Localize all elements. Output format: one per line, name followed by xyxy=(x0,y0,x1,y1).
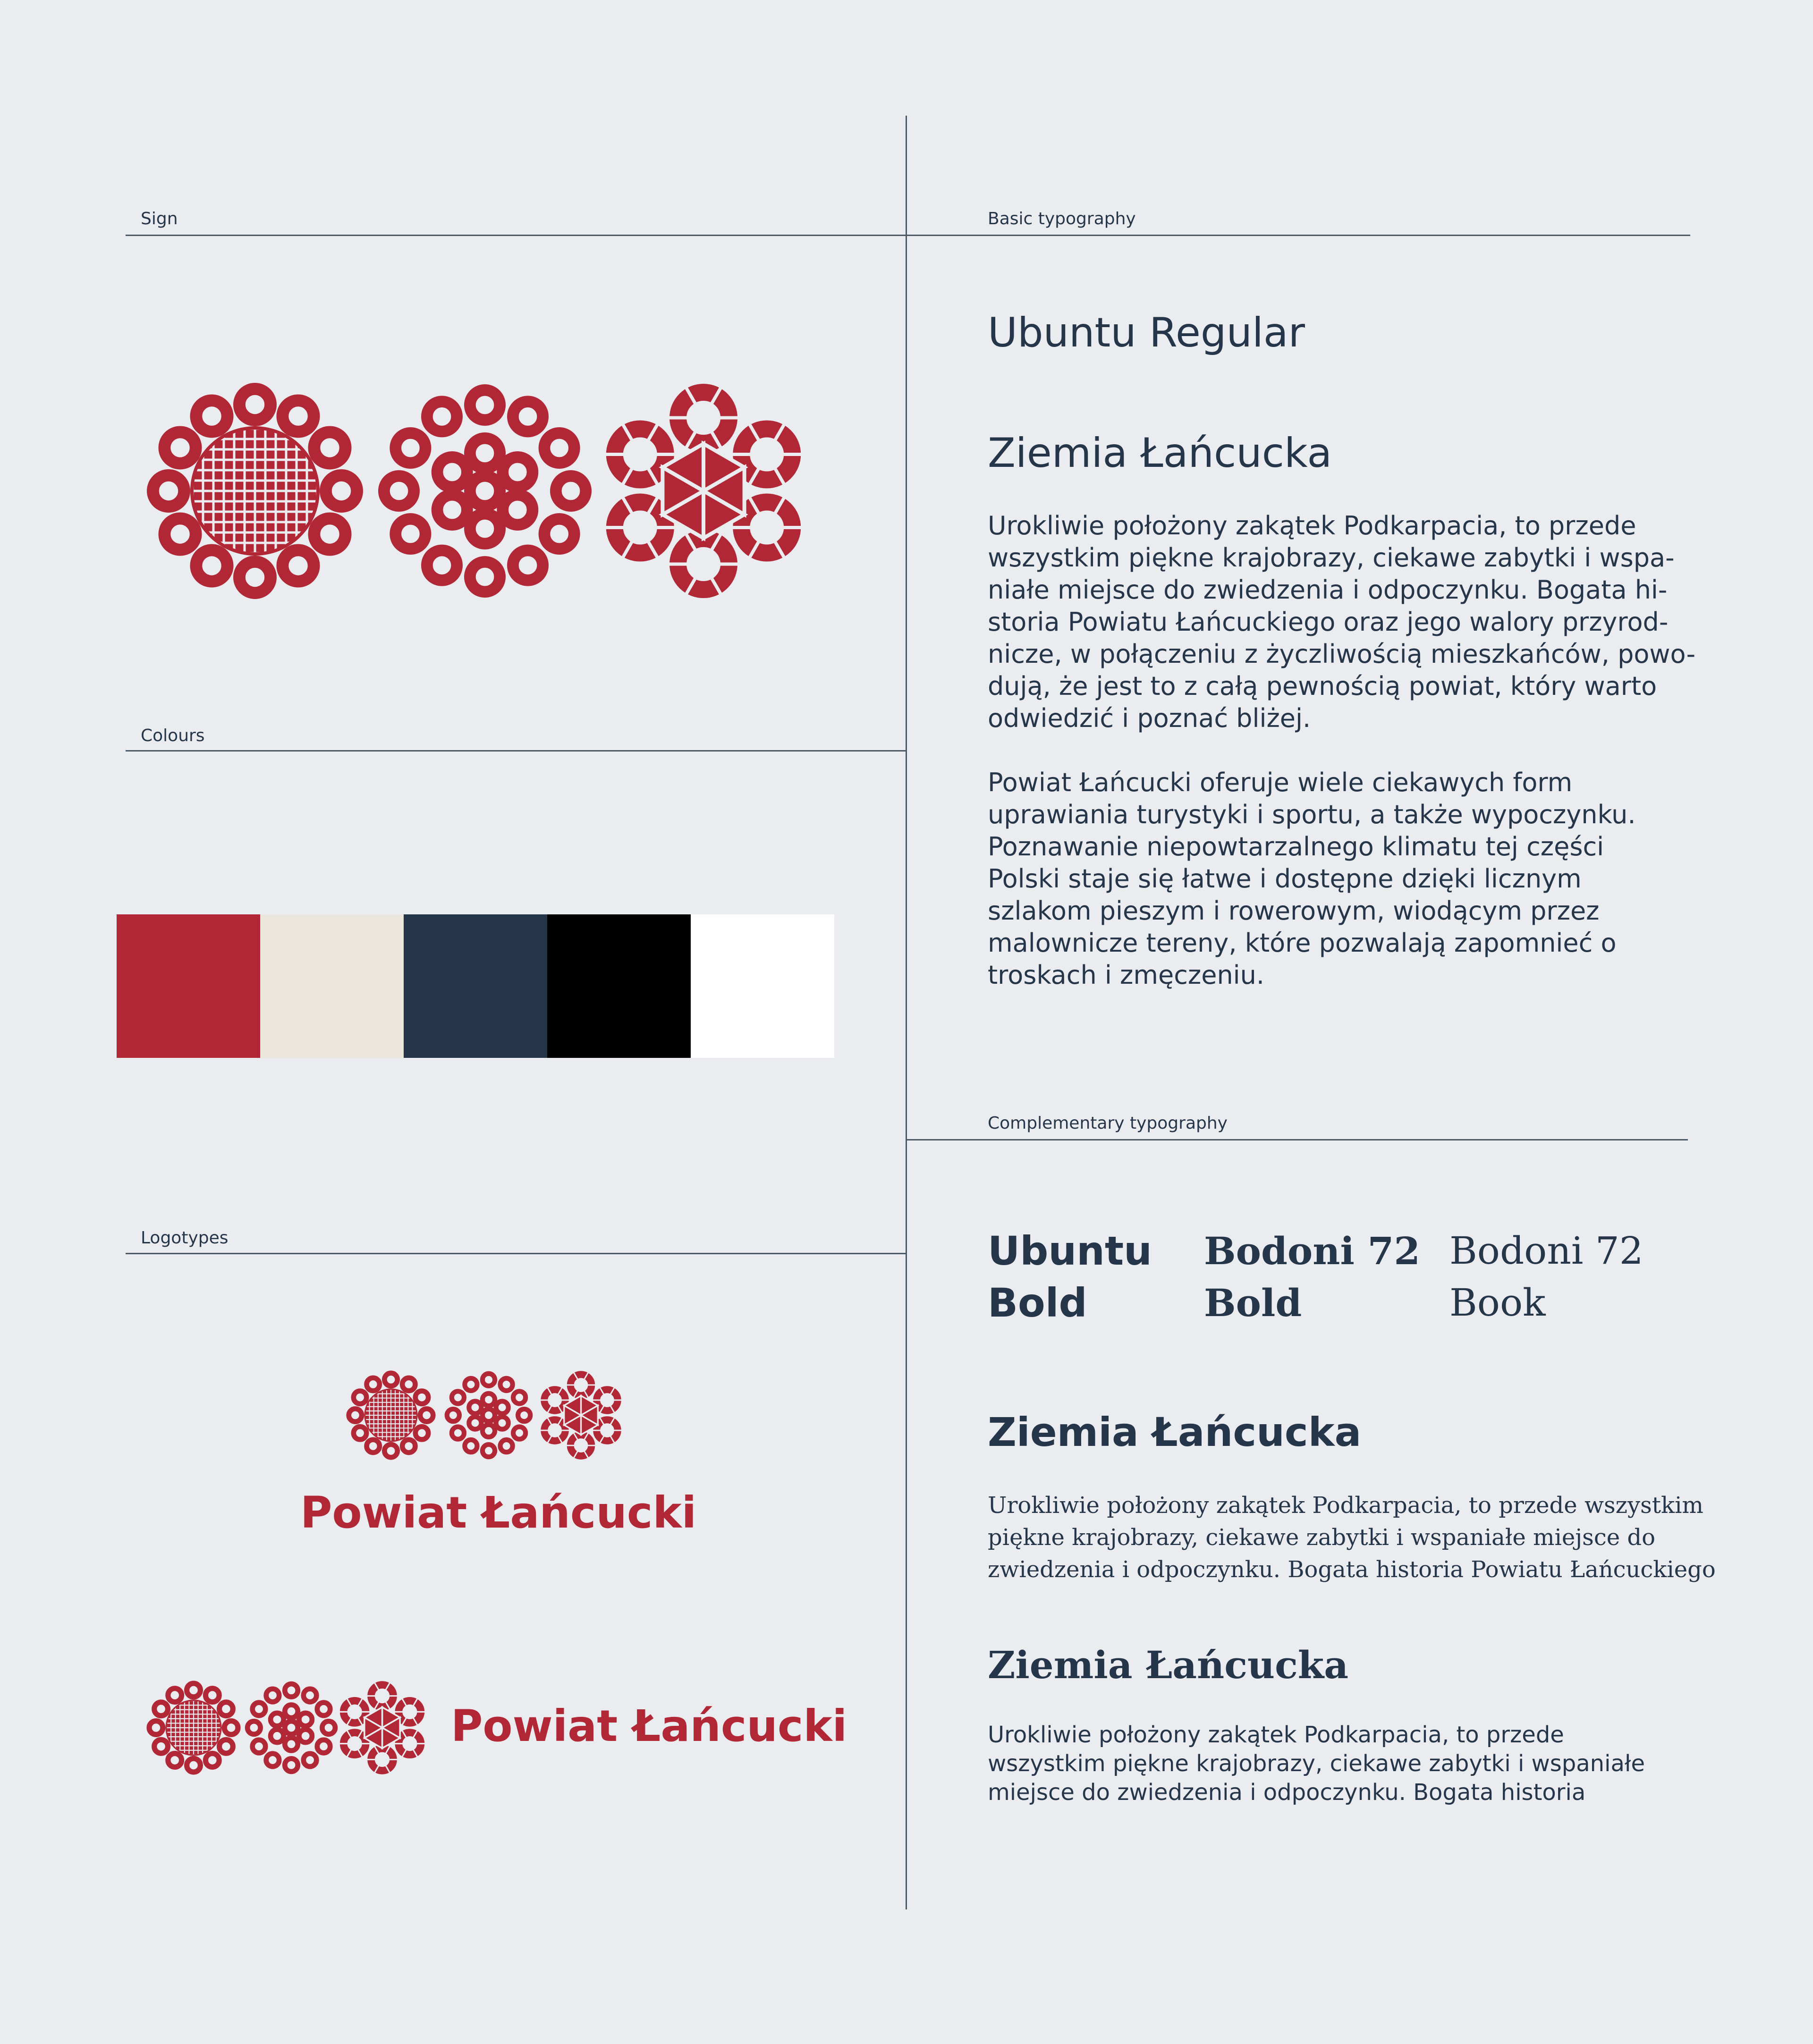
text-line: malownicze tereny, które pozwalają zapomnieć o xyxy=(988,928,1617,958)
colour-swatch-red xyxy=(117,914,260,1058)
text-line: Poznawanie niepowtarzalnego klimatu tej części xyxy=(988,832,1604,862)
hexagonal-flower-icon xyxy=(540,1370,622,1460)
cluster-rings-icon xyxy=(376,382,593,600)
section-label-complementary-typography: Complementary typography xyxy=(988,1114,1228,1133)
font-name-ubuntu-regular: Ubuntu Regular xyxy=(988,309,1305,356)
logotype-wordmark-horizontal: Powiat Łańcucki xyxy=(451,1701,847,1751)
cluster-rings-icon xyxy=(244,1681,339,1775)
sample-paragraph-2 xyxy=(988,767,1636,991)
text-line: miejsce do zwiedzenia i odpoczynku. Bogata historia xyxy=(988,1779,1586,1806)
font-name-line: Book xyxy=(1449,1281,1546,1325)
hexagonal-flower-icon xyxy=(339,1681,425,1775)
font-name-bodoni-book xyxy=(1449,1225,1644,1329)
text-line: dują, że jest to z całą pewnością powiat, który warto xyxy=(988,671,1657,701)
divider xyxy=(126,750,906,752)
section-label-logotypes: Logotypes xyxy=(141,1228,229,1248)
cluster-rings-icon xyxy=(444,1370,534,1460)
text-line: Polski staje się łatwe i dostępne dzięki licznym xyxy=(988,864,1582,894)
text-line: wszystkim piękne krajobrazy, ciekawe zabytki i wspa- xyxy=(988,543,1675,573)
font-name-bodoni-bold xyxy=(1204,1225,1420,1329)
text-line: uprawiania turystyki i sportu, a także wypoczynku. xyxy=(988,800,1636,829)
sample-paragraph-1 xyxy=(988,510,1695,735)
text-line: storia Powiatu Łańcuckiego oraz jego walory przyrod- xyxy=(988,607,1669,637)
sample-paragraph-serif xyxy=(988,1489,1716,1586)
font-name-line: Bodoni 72 xyxy=(1449,1229,1644,1273)
sunflower-grid-icon xyxy=(346,1370,436,1460)
text-line: troskach i zmęczeniu. xyxy=(988,960,1265,990)
sample-paragraph-sans xyxy=(988,1721,1645,1807)
text-line: nicze, w połączeniu z życzliwością mieszkańców, powo- xyxy=(988,639,1696,669)
font-name-line: Ubuntu xyxy=(988,1228,1152,1274)
font-name-line: Bold xyxy=(1204,1281,1302,1325)
colour-swatch-navy xyxy=(404,914,547,1058)
divider xyxy=(906,1139,1688,1140)
colour-swatch-black xyxy=(547,914,691,1058)
text-line: Urokliwie położony zakątek Podkarpacia, to przede xyxy=(988,1722,1564,1748)
section-label-colours: Colours xyxy=(141,726,205,745)
hexagonal-flower-icon xyxy=(604,382,803,600)
text-line: niałe miejsce do zwiedzenia i odpoczynku. Bogata hi- xyxy=(988,575,1668,605)
sample-heading-sans-bold: Ziemia Łańcucka xyxy=(988,1409,1362,1455)
font-name-line: Bold xyxy=(988,1280,1087,1326)
text-line: odwiedzić i poznać bliżej. xyxy=(988,703,1311,733)
section-label-basic-typography: Basic typography xyxy=(988,209,1136,228)
sunflower-grid-icon xyxy=(146,1681,241,1775)
font-name-line: Bodoni 72 xyxy=(1204,1229,1421,1273)
text-line: szlakom pieszym i rowerowym, wiodącym przez xyxy=(988,896,1600,926)
text-line: Urokliwie położony zakątek Podkarpacia, to przede wszystkim xyxy=(988,1492,1703,1519)
text-line: zwiedzenia i odpoczynku. Bogata historia Powiatu Łańcuckiego xyxy=(988,1556,1716,1583)
text-line: piękne krajobrazy, ciekawe zabytki i wspaniałe miejsce do xyxy=(988,1524,1655,1551)
text-line: Powiat Łańcucki oferuje wiele ciekawych form xyxy=(988,768,1573,797)
colour-swatch-white xyxy=(691,914,834,1058)
sample-heading-serif-bold: Ziemia Łańcucka xyxy=(988,1643,1349,1687)
sample-heading: Ziemia Łańcucka xyxy=(988,430,1332,477)
text-line: Urokliwie położony zakątek Podkarpacia, to przede xyxy=(988,511,1636,541)
divider xyxy=(906,235,1690,236)
sunflower-grid-icon xyxy=(146,382,364,600)
divider xyxy=(126,235,906,236)
column-divider xyxy=(906,116,907,1909)
divider xyxy=(126,1253,906,1254)
logotype-wordmark-stacked: Powiat Łańcucki xyxy=(300,1487,697,1538)
font-name-ubuntu-bold xyxy=(988,1225,1152,1329)
colour-swatch-cream xyxy=(260,914,404,1058)
text-line: wszystkim piękne krajobrazy, ciekawe zabytki i wspaniałe xyxy=(988,1750,1645,1777)
section-label-sign: Sign xyxy=(141,209,178,228)
